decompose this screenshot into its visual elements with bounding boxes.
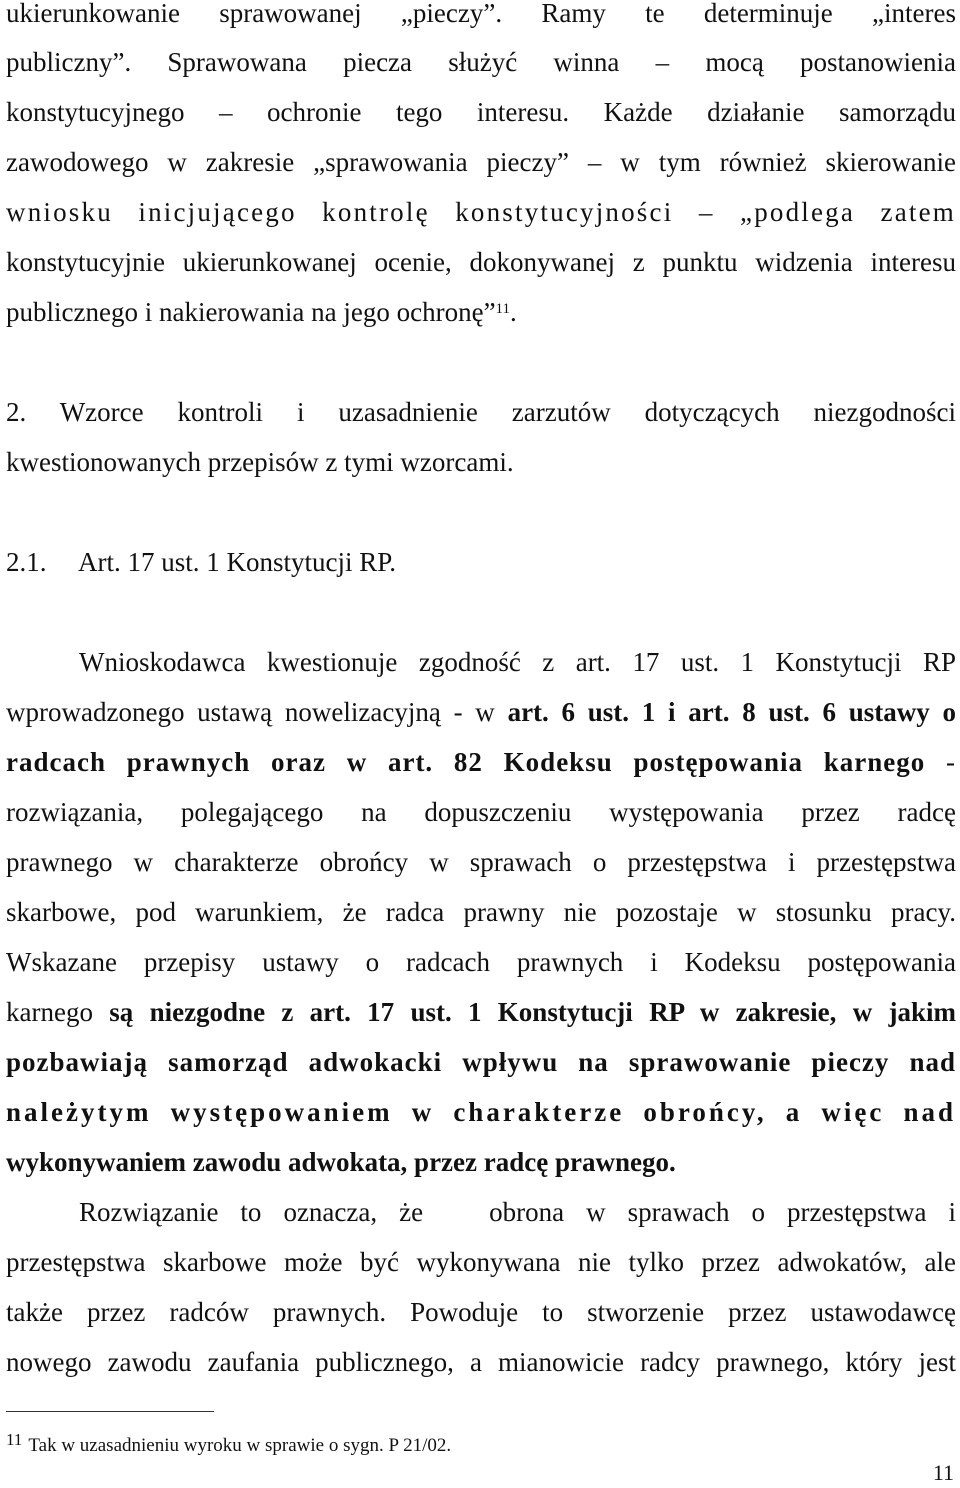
text-span: . <box>510 297 517 327</box>
text-line: pozbawiają samorząd adwokacki wpływu na sprawowanie pieczy nad <box>6 1047 956 1077</box>
footnote-number: 11 <box>6 1430 23 1449</box>
text-span: karnego <box>6 997 110 1027</box>
text-line-with-footnote-ref <box>6 295 956 329</box>
subsection-heading <box>6 545 956 579</box>
text-line: konstytucyjnie ukierunkowanej ocenie, dokonywanej z punktu widzenia interesu <box>6 247 956 277</box>
text-line: skarbowe, pod warunkiem, że radca prawny nie pozostaje w stosunku pracy. <box>6 897 956 927</box>
text-span: - <box>925 747 956 777</box>
text-line <box>6 995 956 1029</box>
text-line: zawodowego w zakresie „sprawowania pieczy” – w tym również skierowanie <box>6 147 956 177</box>
text-line: publiczny”. Sprawowana piecza służyć winna – mocą postanowienia <box>6 47 956 77</box>
text-line: nowego zawodu zaufania publicznego, a mianowicie radcy prawnego, który jest <box>6 1347 956 1377</box>
text-line: wniosku inicjującego kontrolę konstytucyjności – „podlega zatem <box>6 197 956 227</box>
text-span: wprowadzonego ustawą nowelizacyjną - w <box>6 697 508 727</box>
text-line: także przez radców prawnych. Powoduje to stworzenie przez ustawodawcę <box>6 1297 956 1327</box>
text-line: wykonywaniem zawodu adwokata, przez radcę prawnego. <box>6 1147 676 1177</box>
page-number: 11 <box>932 1460 954 1485</box>
bold-text-span: są niezgodne z art. 17 ust. 1 Konstytucji RP w zakresie, w jakim <box>109 997 956 1027</box>
text-line: ukierunkowanie sprawowanej „pieczy”. Ramy te determinuje „interes <box>6 0 956 28</box>
bold-text-span: radcach prawnych oraz w art. 82 Kodeksu postępowania karnego <box>6 747 926 777</box>
text-span: publicznego i nakierowania na jego ochronę” <box>6 297 496 327</box>
subsection-title: Art. 17 ust. 1 Konstytucji RP. <box>78 547 397 577</box>
footnote <box>6 1432 451 1460</box>
text-line: Rozwiązanie to oznacza, że obrona w sprawach o przestępstwa i <box>79 1197 956 1227</box>
footnote-text: Tak w uzasadnieniu wyroku w sprawie o sygn. P 21/02. <box>28 1435 452 1456</box>
section-heading-line: 2. Wzorce kontroli i uzasadnienie zarzutów dotyczących niezgodności <box>6 397 956 427</box>
text-line: Wskazane przepisy ustawy o radcach prawnych i Kodeksu postępowania <box>6 947 956 977</box>
text-line: rozwiązania, polegającego na dopuszczeniu występowania przez radcę <box>6 797 956 827</box>
text-line: Wnioskodawca kwestionuje zgodność z art. 17 ust. 1 Konstytucji RP <box>79 647 956 677</box>
subsection-number: 2.1. <box>6 547 47 577</box>
section-heading-line: kwestionowanych przepisów z tymi wzorcami. <box>6 447 514 477</box>
footnote-separator <box>6 1411 214 1412</box>
text-line: konstytucyjnego – ochronie tego interesu. Każde działanie samorządu <box>6 97 956 127</box>
text-line: prawnego w charakterze obrońcy w sprawach o przestępstwa i przestępstwa <box>6 847 956 877</box>
text-line <box>6 745 956 779</box>
text-line: należytym występowaniem w charakterze obrońcy, a więc nad <box>6 1097 956 1127</box>
text-line <box>6 695 956 729</box>
footnote-reference[interactable]: 11 <box>495 301 510 317</box>
bold-text-span: art. 6 ust. 1 i art. 8 ust. 6 ustawy o <box>507 697 957 727</box>
text-line: przestępstwa skarbowe może być wykonywana nie tylko przez adwokatów, ale <box>6 1247 956 1277</box>
